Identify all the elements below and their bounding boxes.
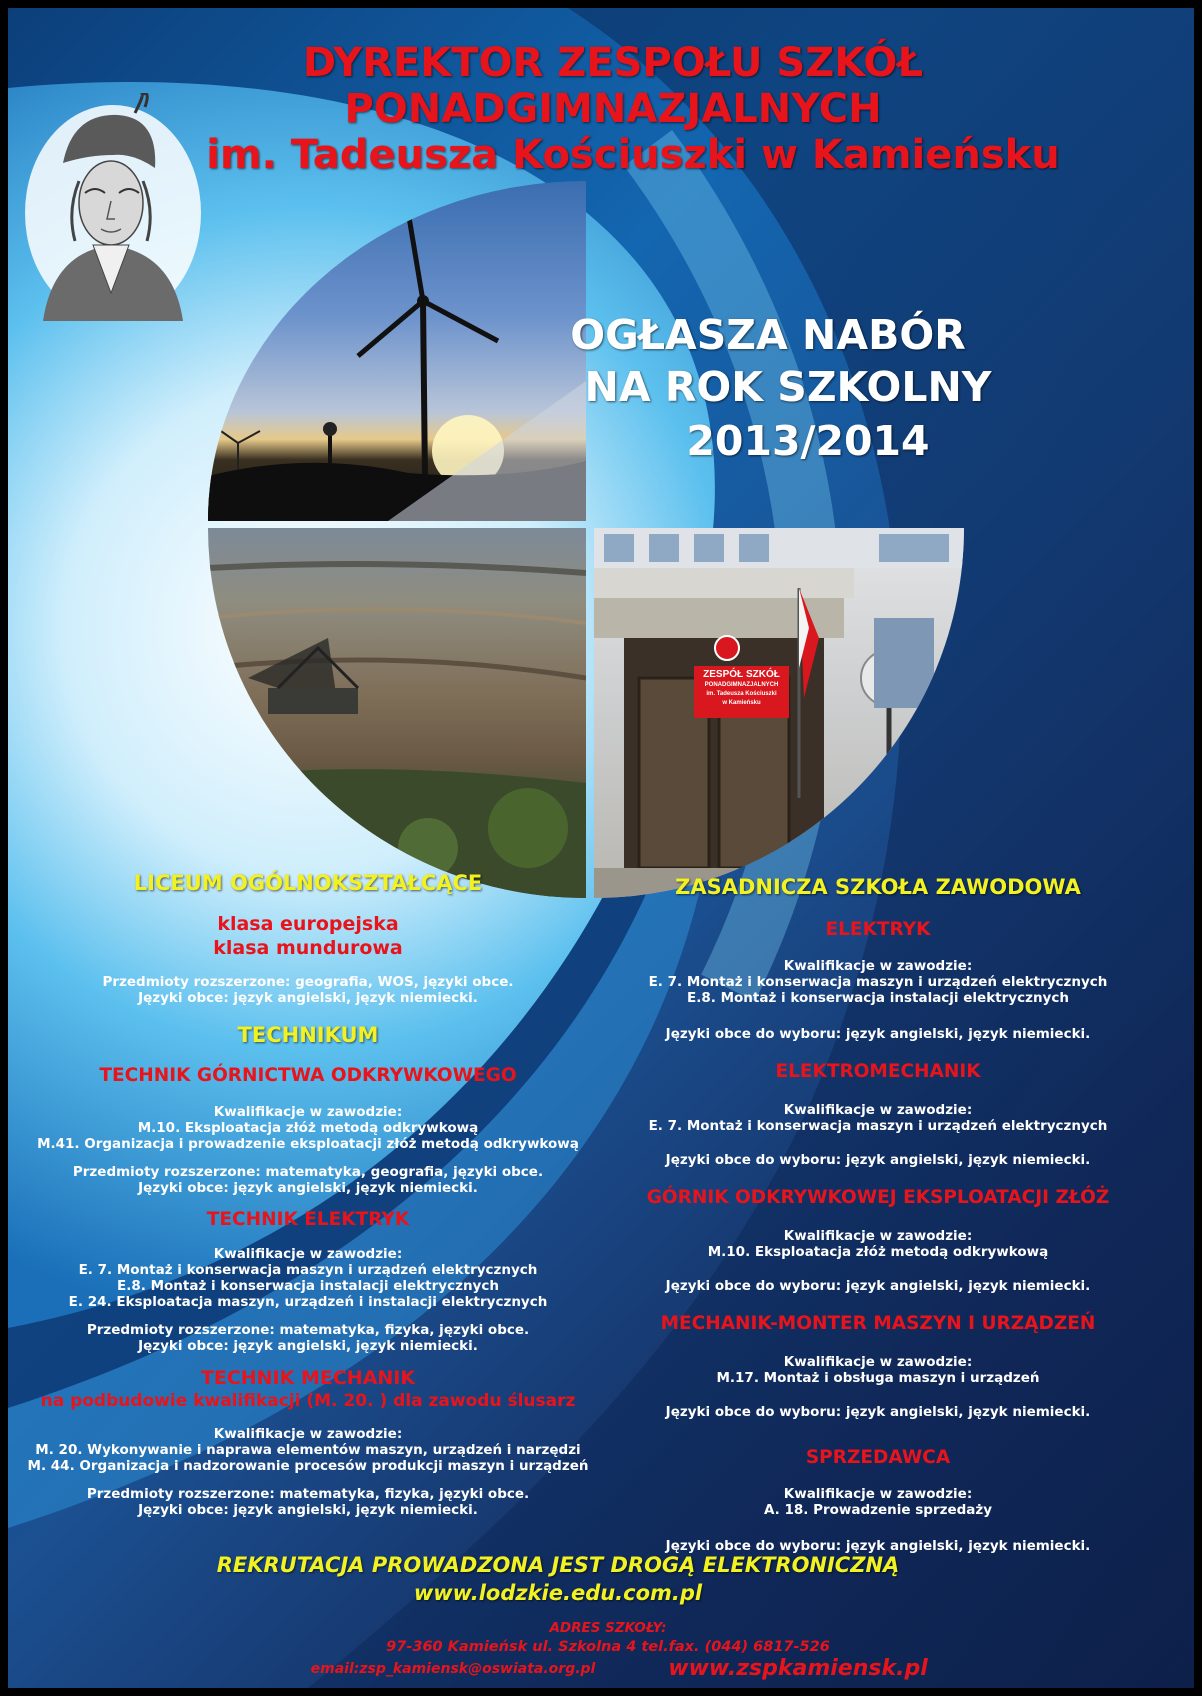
tgo-qualifications-label: Kwalifikacje w zawodzie:: [213, 1104, 403, 1120]
announcement-year: 2013/2014: [686, 417, 930, 465]
open-pit-mine-photo: [208, 528, 586, 898]
tm-subjects: Przedmioty rozszerzone: matematyka, fizyka, języki obce.: [86, 1486, 530, 1502]
em-qualifications-label: Kwalifikacje w zawodzie:: [783, 1102, 973, 1118]
header-line-3: im. Tadeusza Kościuszki w Kamieńsku: [206, 132, 1060, 178]
em-title: ELEKTROMECHANIK: [775, 1061, 981, 1082]
el-qualification-1: E. 7. Montaż i konserwacja maszyn i urządzeń elektrycznych: [648, 974, 1108, 990]
el-qualifications-label: Kwalifikacje w zawodzie:: [783, 958, 973, 974]
tm-title: TECHNIK MECHANIK: [200, 1367, 416, 1389]
announcement-line-2: NA ROK SZKOLNY: [584, 363, 992, 411]
address-label: ADRES SZKOŁY:: [549, 1620, 667, 1636]
sign-line-4: w Kamieńsku: [722, 700, 761, 706]
announcement-line-1: OGŁASZA NABÓR: [570, 311, 966, 359]
school-building-photo: [594, 528, 964, 898]
te-qualification-2: E.8. Montaż i konserwacja instalacji elektrycznych: [117, 1278, 499, 1294]
wind-turbine-photo: [208, 181, 586, 521]
em-languages: Języki obce do wyboru: język angielski, język niemiecki.: [665, 1152, 1091, 1168]
te-title: TECHNIK ELEKTRYK: [206, 1209, 410, 1230]
website-link[interactable]: www.zspkamiensk.pl: [668, 1656, 928, 1681]
email-link[interactable]: email:zsp_kamiensk@oswiata.org.pl: [310, 1661, 596, 1677]
lo-class-1: klasa europejska: [217, 913, 399, 935]
te-qualification-1: E. 7. Montaż i konserwacja maszyn i urządzeń elektrycznych: [78, 1262, 538, 1278]
tgo-subjects: Przedmioty rozszerzone: matematyka, geografia, języki obce.: [72, 1164, 544, 1180]
tgo-qualification-1: M.10. Eksploatacja złóż metodą odkrywkową: [137, 1120, 479, 1136]
em-qualification-1: E. 7. Montaż i konserwacja maszyn i urządzeń elektrycznych: [648, 1118, 1108, 1134]
lo-class-2: klasa mundurowa: [213, 937, 403, 959]
portrait-image: [23, 93, 203, 323]
el-qualification-2: E.8. Montaż i konserwacja instalacji elektrycznych: [687, 990, 1069, 1006]
address: 97-360 Kamieńsk ul. Szkolna 4 tel.fax. (044) 6817-526: [386, 1639, 830, 1655]
go-qualifications-label: Kwalifikacje w zawodzie:: [783, 1228, 973, 1244]
el-title: ELEKTRYK: [825, 919, 931, 940]
mm-languages: Języki obce do wyboru: język angielski, język niemiecki.: [665, 1404, 1091, 1420]
lo-title: LICEUM OGÓLNOKSZTAŁCĄCE: [133, 871, 483, 895]
sp-qualifications-label: Kwalifikacje w zawodzie:: [783, 1486, 973, 1502]
go-title: GÓRNIK ODKRYWKOWEJ EKSPLOATACJI ZŁÓŻ: [646, 1187, 1110, 1208]
tgo-qualification-2: M.41. Organizacja i prowadzenie eksploatacji złóż metodą odkrywkową: [37, 1136, 579, 1152]
lo-languages: Języki obce: język angielski, język niemiecki.: [138, 990, 478, 1006]
tgo-languages: Języki obce: język angielski, język niemiecki.: [138, 1180, 478, 1196]
te-subjects: Przedmioty rozszerzone: matematyka, fizyka, języki obce.: [86, 1322, 530, 1338]
te-qualification-3: E. 24. Eksploatacja maszyn, urządzeń i instalacji elektrycznych: [68, 1294, 548, 1310]
sign-line-2: PONADGIMNAZJALNYCH: [704, 682, 779, 688]
tm-subtitle: na podbudowie kwalifikacji (M. 20. ) dla zawodu ślusarz: [40, 1391, 576, 1411]
te-languages: Języki obce: język angielski, język niemiecki.: [138, 1338, 478, 1354]
technikum-title: TECHNIKUM: [237, 1023, 379, 1047]
tm-languages: Języki obce: język angielski, język niemiecki.: [138, 1502, 478, 1518]
tm-qualifications-label: Kwalifikacje w zawodzie:: [213, 1426, 403, 1442]
mm-qualifications-label: Kwalifikacje w zawodzie:: [783, 1354, 973, 1370]
poster: [8, 8, 1194, 1688]
header-line-2: PONADGIMNAZJALNYCH: [344, 86, 882, 132]
sign-line-3: im. Tadeusza Kościuszki: [706, 691, 777, 697]
tm-qualification-1: M. 20. Wykonywanie i naprawa elementów maszyn, urządzeń i narzędzi: [35, 1442, 581, 1458]
mm-title: MECHANIK-MONTER MASZYN I URZĄDZEŃ: [660, 1313, 1096, 1334]
sign-line-1: ZESPÓŁ SZKÓŁ: [703, 669, 780, 680]
tm-qualification-2: M. 44. Organizacja i nadzorowanie procesów produkcji maszyn i urządzeń: [27, 1458, 589, 1474]
el-languages: Języki obce do wyboru: język angielski, język niemiecki.: [665, 1026, 1091, 1042]
go-languages: Języki obce do wyboru: język angielski, język niemiecki.: [665, 1278, 1091, 1294]
tgo-title: TECHNIK GÓRNICTWA ODKRYWKOWEGO: [99, 1065, 517, 1086]
header-line-1: DYREKTOR ZESPOŁU SZKÓŁ: [302, 40, 924, 86]
sp-languages: Języki obce do wyboru: język angielski, język niemiecki.: [665, 1538, 1091, 1554]
zsz-title: ZASADNICZA SZKOŁA ZAWODOWA: [675, 875, 1081, 899]
school-sign: [694, 666, 789, 718]
sp-title: SPRZEDAWCA: [805, 1447, 951, 1468]
recruitment-note: REKRUTACJA PROWADZONA JEST DROGĄ ELEKTRONICZNĄ: [216, 1553, 900, 1577]
te-qualifications-label: Kwalifikacje w zawodzie:: [213, 1246, 403, 1262]
sp-qualification-1: A. 18. Prowadzenie sprzedaży: [763, 1502, 993, 1518]
mm-qualification-1: M.17. Montaż i obsługa maszyn i urządzeń: [716, 1370, 1040, 1386]
recruitment-url[interactable]: www.lodzkie.edu.com.pl: [413, 1581, 703, 1605]
go-qualification-1: M.10. Eksploatacja złóż metodą odkrywkową: [707, 1244, 1049, 1260]
lo-subjects: Przedmioty rozszerzone: geografia, WOS, języki obce.: [102, 974, 514, 990]
